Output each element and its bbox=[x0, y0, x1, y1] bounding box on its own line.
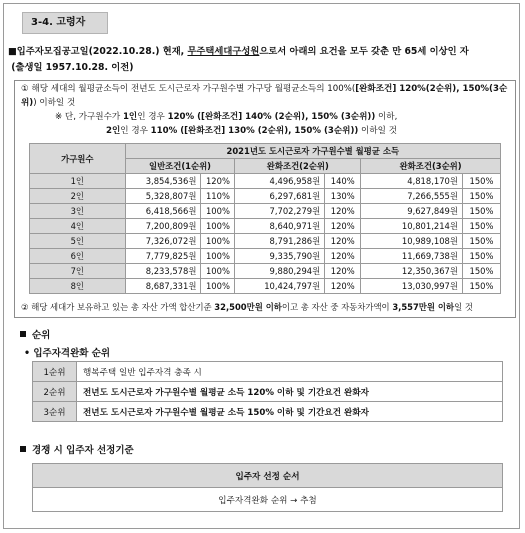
condition-1-text-b: ) 이하일 것 bbox=[33, 98, 76, 108]
condition-1-bold: [완화조건] 120%(2순위), 150%(3순위) bbox=[21, 84, 508, 108]
general-income: 7,779,825원 bbox=[125, 249, 201, 264]
header-relaxed-2: 완화조건(2순위) bbox=[235, 159, 361, 174]
intro-prefix: ■입주자모집공고일(2022.10.28.) 현재, bbox=[8, 46, 188, 57]
square-bullet-icon bbox=[20, 331, 26, 337]
household-size: 4인 bbox=[30, 219, 126, 234]
general-income: 7,200,809원 bbox=[125, 219, 201, 234]
general-income: 7,326,072원 bbox=[125, 234, 201, 249]
intro-birth: (출생일 1957.10.28. 이전) bbox=[11, 62, 134, 73]
header-general: 일반조건(1순위) bbox=[125, 159, 235, 174]
household-size: 3인 bbox=[30, 204, 126, 219]
ranking-heading bbox=[20, 327, 50, 341]
general-percent: 100% bbox=[201, 234, 235, 249]
relaxed-3-income: 10,801,214원 bbox=[361, 219, 463, 234]
intro-suffix: 으로서 아래의 요건을 모두 갖춘 만 65세 이상인 자 bbox=[259, 46, 469, 57]
relaxed-2-percent: 130% bbox=[325, 189, 361, 204]
condition-1-num: ① bbox=[21, 84, 29, 94]
income-row bbox=[30, 219, 501, 234]
condition-2-text-c: 일 것 bbox=[454, 302, 473, 312]
exception-1-value: 120% ([완화조건] 140% (2순위), 150% (3순위)) bbox=[167, 112, 376, 122]
general-income: 8,233,578원 bbox=[125, 264, 201, 279]
relaxed-3-percent: 150% bbox=[462, 234, 500, 249]
household-size: 1인 bbox=[30, 174, 126, 189]
relaxed-2-percent: 120% bbox=[325, 234, 361, 249]
ranking-row bbox=[33, 402, 503, 422]
square-bullet-icon bbox=[20, 446, 26, 452]
relaxed-2-income: 4,496,958원 bbox=[235, 174, 325, 189]
income-row bbox=[30, 189, 501, 204]
income-row bbox=[30, 279, 501, 294]
rank-description: 전년도 도시근로자 가구원수별 월평균 소득 120% 이하 및 기간요건 완화자 bbox=[77, 382, 503, 402]
relaxed-2-income: 6,297,681원 bbox=[235, 189, 325, 204]
general-percent: 100% bbox=[201, 264, 235, 279]
exception-1-end: 이하, bbox=[375, 112, 398, 122]
relaxed-2-percent: 120% bbox=[325, 279, 361, 294]
income-row bbox=[30, 264, 501, 279]
general-percent: 100% bbox=[201, 204, 235, 219]
relaxed-3-income: 9,627,849원 bbox=[361, 204, 463, 219]
relaxed-3-income: 4,818,170원 bbox=[361, 174, 463, 189]
relaxed-2-income: 9,335,790원 bbox=[235, 249, 325, 264]
general-percent: 100% bbox=[201, 249, 235, 264]
relaxed-3-income: 11,669,738원 bbox=[361, 249, 463, 264]
eligibility-box bbox=[14, 80, 516, 318]
selection-table bbox=[32, 463, 503, 512]
selection-heading bbox=[20, 442, 134, 456]
condition-1 bbox=[21, 82, 511, 110]
relaxed-2-income: 8,791,286원 bbox=[235, 234, 325, 249]
rank-description: 전년도 도시근로자 가구원수별 월평균 소득 150% 이하 및 기간요건 완화자 bbox=[77, 402, 503, 422]
general-income: 3,854,536원 bbox=[125, 174, 201, 189]
household-size: 5인 bbox=[30, 234, 126, 249]
header-main: 2021년도 도시근로자 가구원수별 월평균 소득 bbox=[125, 144, 500, 159]
ranking-row bbox=[33, 382, 503, 402]
exception-1 bbox=[55, 110, 397, 124]
relaxed-3-income: 10,989,108원 bbox=[361, 234, 463, 249]
exception-1-lead: ※ 단, 가구원수가 bbox=[55, 112, 123, 122]
general-income: 8,687,331원 bbox=[125, 279, 201, 294]
selection-table-value: 입주자격완화 순위 → 추첨 bbox=[33, 488, 503, 512]
rank-description: 행복주택 일반 입주자격 충족 시 bbox=[77, 362, 503, 382]
relaxed-3-percent: 150% bbox=[462, 174, 500, 189]
relaxed-3-percent: 150% bbox=[462, 189, 500, 204]
relaxed-3-percent: 150% bbox=[462, 264, 500, 279]
rank-label: 1순위 bbox=[33, 362, 77, 382]
relaxed-2-income: 9,880,294원 bbox=[235, 264, 325, 279]
ranking-table bbox=[32, 361, 503, 422]
income-table-body bbox=[30, 174, 501, 294]
section-title: 3-4. 고령자 bbox=[22, 12, 108, 34]
income-table bbox=[29, 143, 501, 294]
condition-2-asset-limit: 32,500만원 이하 bbox=[214, 302, 282, 312]
exception-2-value: 110% ([완화조건] 130% (2순위), 150% (3순위)) bbox=[150, 126, 359, 136]
ranking-subheading: • 입주자격완화 순위 bbox=[24, 348, 111, 359]
condition-2 bbox=[21, 300, 473, 314]
relaxed-3-income: 13,030,997원 bbox=[361, 279, 463, 294]
relaxed-3-income: 12,350,367원 bbox=[361, 264, 463, 279]
general-percent: 100% bbox=[201, 279, 235, 294]
general-percent: 100% bbox=[201, 219, 235, 234]
exception-2-mid: 인 경우 bbox=[120, 126, 151, 136]
ranking-heading-text: 순위 bbox=[32, 330, 51, 341]
relaxed-2-percent: 120% bbox=[325, 264, 361, 279]
exception-2-size: 2인 bbox=[106, 126, 121, 136]
relaxed-2-percent: 120% bbox=[325, 249, 361, 264]
relaxed-2-percent: 140% bbox=[325, 174, 361, 189]
intro-text bbox=[8, 44, 513, 76]
relaxed-2-income: 7,702,279원 bbox=[235, 204, 325, 219]
exception-1-size: 1인 bbox=[122, 112, 138, 122]
condition-2-text-b: 이고 총 자산 중 자동차가액이 bbox=[281, 302, 393, 312]
income-row bbox=[30, 234, 501, 249]
exception-1-mid: 인 경우 bbox=[137, 112, 168, 122]
household-size: 2인 bbox=[30, 189, 126, 204]
general-income: 5,328,807원 bbox=[125, 189, 201, 204]
condition-1-text-a: 해당 세대의 월평균소득이 전년도 도시근로자 가구원수별 가구당 월평균소득의 100%( bbox=[31, 84, 356, 94]
household-size: 8인 bbox=[30, 279, 126, 294]
relaxed-2-income: 8,640,971원 bbox=[235, 219, 325, 234]
household-size: 6인 bbox=[30, 249, 126, 264]
exception-2-end: 이하일 것 bbox=[358, 126, 397, 136]
intro-underlined: 무주택세대구성원 bbox=[187, 46, 260, 57]
exception-2 bbox=[106, 124, 397, 138]
general-percent: 120% bbox=[201, 174, 235, 189]
relaxed-2-percent: 120% bbox=[325, 204, 361, 219]
header-relaxed-3: 완화조건(3순위) bbox=[361, 159, 501, 174]
condition-2-text-a: 해당 세대가 보유하고 있는 총 자산 가액 합산기준 bbox=[31, 302, 215, 312]
relaxed-2-income: 10,424,797원 bbox=[235, 279, 325, 294]
condition-2-num: ② bbox=[21, 302, 29, 312]
relaxed-3-percent: 150% bbox=[462, 219, 500, 234]
relaxed-3-percent: 150% bbox=[462, 204, 500, 219]
selection-heading-text: 경쟁 시 입주자 선정기준 bbox=[32, 445, 134, 456]
general-income: 6,418,566원 bbox=[125, 204, 201, 219]
household-size: 7인 bbox=[30, 264, 126, 279]
ranking-table-body bbox=[33, 362, 503, 422]
selection-table-header: 입주자 선정 순서 bbox=[33, 464, 503, 488]
general-percent: 110% bbox=[201, 189, 235, 204]
relaxed-3-percent: 150% bbox=[462, 249, 500, 264]
income-row bbox=[30, 174, 501, 189]
rank-label: 3순위 bbox=[33, 402, 77, 422]
relaxed-3-percent: 150% bbox=[462, 279, 500, 294]
relaxed-3-income: 7,266,555원 bbox=[361, 189, 463, 204]
ranking-row bbox=[33, 362, 503, 382]
header-household: 가구원수 bbox=[30, 144, 126, 174]
income-row bbox=[30, 204, 501, 219]
condition-2-car-limit: 3,557만원 이하 bbox=[392, 302, 455, 312]
relaxed-2-percent: 120% bbox=[325, 219, 361, 234]
rank-label: 2순위 bbox=[33, 382, 77, 402]
income-row bbox=[30, 249, 501, 264]
